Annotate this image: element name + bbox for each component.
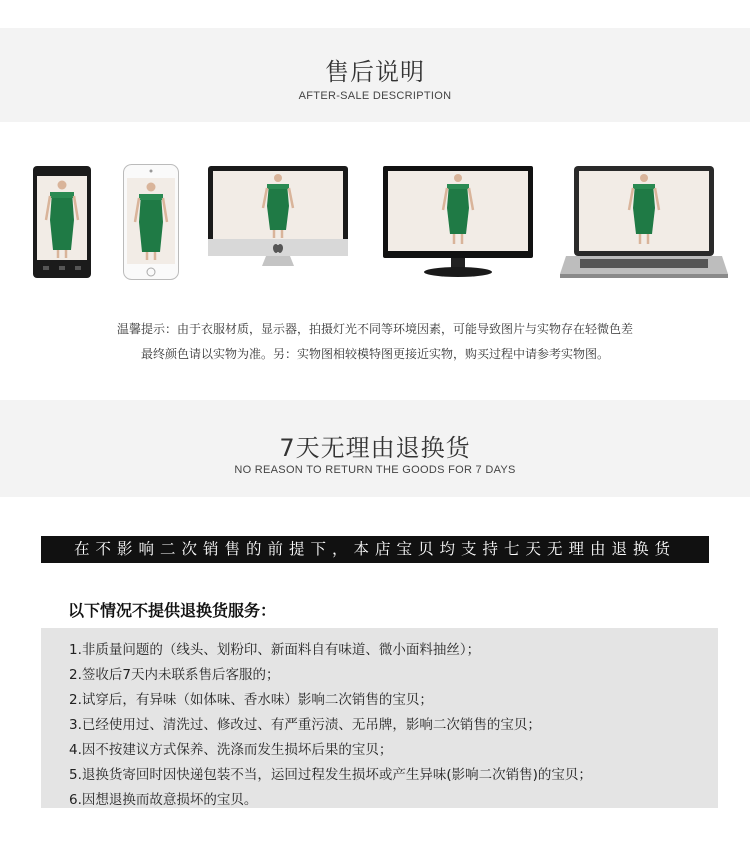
- list-item: 1.非质量问题的（线头、划粉印、新面料自有味道、微小面料抽丝）；: [69, 642, 481, 658]
- after-sale-subtitle: AFTER-SALE DESCRIPTION: [298, 90, 452, 102]
- laptop-icon: [560, 166, 728, 280]
- device-display-row: [0, 160, 750, 285]
- return-policy-header: [0, 400, 750, 497]
- list-item: 6.因想退换而故意损坏的宝贝。: [69, 792, 258, 808]
- return-policy-subtitle: NO REASON TO RETURN THE GOODS FOR 7 DAYS: [234, 464, 516, 476]
- return-policy-banner: 在不影响二次销售的前提下，本店宝贝均支持七天无理由退换货: [41, 536, 709, 563]
- laptop: [560, 166, 728, 280]
- color-notice-line2: 最终颜色请以实物为准。另：实物图相较模特图更接近实物，购买过程中请参考实物图。: [140, 347, 609, 361]
- list-item: 2.试穿后，有异味（如体味、香水味）影响二次销售的宝贝；: [69, 692, 433, 708]
- desktop-monitor: [383, 166, 533, 280]
- list-item: 4.因不按建议方式保养、洗涤而发生损坏后果的宝贝；: [69, 742, 393, 758]
- imac-icon: [208, 166, 348, 270]
- desktop-monitor-icon: [383, 166, 533, 280]
- after-sale-header: [0, 28, 750, 122]
- smartphone-white: [123, 164, 179, 280]
- conditions-heading: 以下情况不提供退换货服务：: [68, 601, 277, 620]
- conditions-list: [41, 628, 718, 808]
- after-sale-title: 售后说明: [325, 58, 425, 86]
- color-notice-line1: 温馨提示：由于衣服材质，显示器，拍摄灯光不同等环境因素，可能导致图片与实物存在轻微色差: [116, 322, 633, 336]
- return-policy-title: 7天无理由退换货: [279, 434, 471, 462]
- imac-monitor: [208, 166, 348, 270]
- list-item: 2.签收后7天内未联系售后客服的；: [69, 667, 280, 683]
- list-item: 3.已经使用过、清洗过、修改过、有严重污渍、无吊牌，影响二次销售的宝贝；: [69, 717, 541, 733]
- smartphone-black-icon: [33, 166, 91, 278]
- smartphone-white-icon: [123, 164, 179, 280]
- list-item: 5.退换货寄回时因快递包装不当，运回过程发生损坏或产生异味(影响二次销售)的宝贝；: [69, 767, 592, 783]
- smartphone-black: [33, 166, 91, 278]
